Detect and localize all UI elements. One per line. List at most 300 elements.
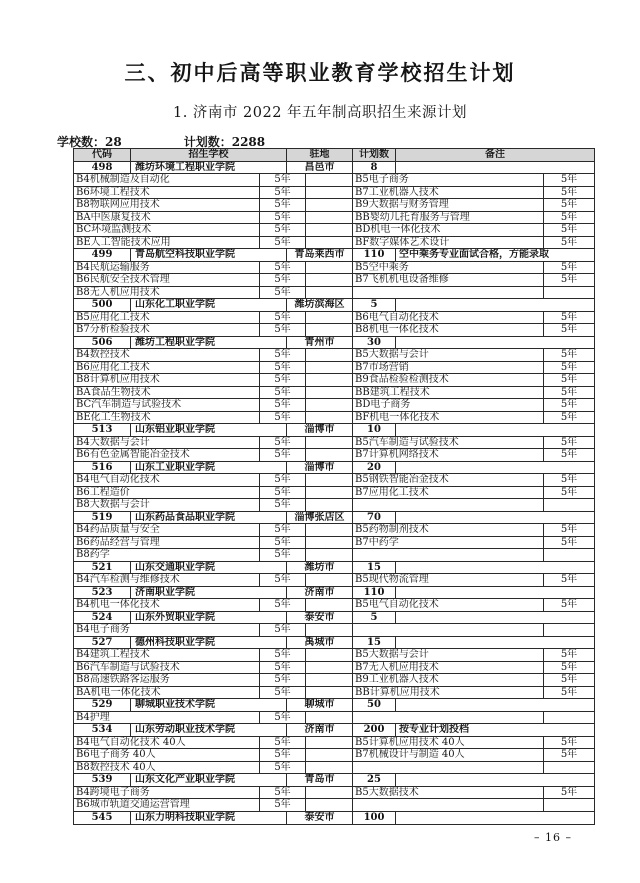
spacer-cell [306,374,353,386]
duration-left-cell: 5年 [260,537,306,549]
duration-right-cell: 5年 [560,261,578,273]
program-row [74,537,594,550]
program-row [74,674,594,687]
program-name-right-cell: B5大数据与会计 [353,349,544,361]
school-plan-count-cell: 25 [353,774,396,786]
duration-left-cell: 5年 [260,399,306,411]
plan-table [73,148,595,825]
school-code-cell: 498 [74,162,131,174]
program-name-left-cell: B4机械制造及自动化 [74,174,260,186]
school-code-cell: 523 [74,587,131,599]
school-plan-count-cell: 50 [353,699,396,711]
school-name-cell: 潍坊环境工程职业学院 [131,162,287,174]
school-plan-count-cell: 5 [353,299,396,311]
program-name-right-cell: B8机电一体化技术 [353,324,544,336]
program-name-left-cell: B6电子商务 40人 [74,749,260,761]
school-code-cell: 529 [74,699,131,711]
school-location-cell: 聊城市 [287,699,353,711]
spacer-cell [306,437,353,449]
school-row [74,424,594,437]
duration-left-cell: 5年 [260,199,306,211]
program-row [74,224,594,237]
program-row [74,174,594,187]
school-location-cell: 潍坊滨海区 [287,299,353,311]
program-name-right-cell [353,499,544,511]
program-name-left-cell: B8药学 [74,549,260,561]
spacer-cell [306,499,353,511]
duration-left-cell: 5年 [260,449,306,461]
program-row [74,787,594,800]
program-row [74,412,594,425]
program-name-right-cell: B7飞机机电设备维修 [353,274,544,286]
school-location-cell: 泰安市 [287,812,353,825]
program-row [74,687,594,700]
program-row [74,237,594,250]
duration-right-cell [544,549,594,561]
duration-right-cell: 5年 [560,361,578,373]
duration-right-cell: 5年 [560,524,578,535]
program-name-left-cell: B6应用化工技术 [74,362,260,374]
school-remark-cell [396,637,594,649]
program-row [74,662,594,675]
school-location-cell: 泰安市 [287,612,353,624]
spacer-cell [306,574,353,586]
program-name-right-cell: B7工业机器人技术 [353,187,544,199]
program-name-left-cell: B4跨境电子商务 [74,787,260,799]
duration-right-cell: 5年 [560,174,578,185]
school-location-cell: 淄博张店区 [287,512,353,524]
table-header-row [74,149,594,162]
school-location-cell: 淄博市 [287,424,353,436]
school-remark-cell: 按专业计划投档 [399,724,469,735]
duration-right-cell: 5年 [560,736,578,748]
duration-left-cell: 5年 [260,487,306,499]
duration-left-cell: 5年 [260,599,306,611]
spacer-cell [306,199,353,211]
duration-right-cell: 5年 [560,199,578,210]
program-name-left-cell: B4护理 [74,712,260,724]
program-name-right-cell: B5计算机应用技术 40人 [353,737,544,749]
program-row [74,449,594,462]
school-location-cell: 潍坊市 [287,562,353,574]
school-code-cell: 519 [74,512,131,524]
program-name-left-cell: B4民航运输服务 [74,262,260,274]
program-name-left-cell: B4汽车检测与维修技术 [74,574,260,586]
duration-left-cell: 5年 [260,662,306,674]
duration-right-cell [544,287,594,299]
duration-right-cell: 5年 [560,349,578,360]
school-row [74,249,594,262]
school-name-cell: 山东文化产业职业学院 [131,774,287,786]
header-remark: 备注 [485,149,505,160]
duration-right-cell [544,499,594,511]
program-row [74,324,594,337]
school-plan-count-cell: 8 [353,162,396,174]
school-plan-count-cell: 30 [353,337,396,349]
spacer-cell [306,324,353,336]
school-code-cell: 545 [74,812,131,825]
program-name-left-cell: B6城市轨道交通运营管理 [74,799,260,811]
program-row [74,599,594,612]
program-name-right-cell: B6电气自动化技术 [353,312,544,324]
school-location-cell: 昌邑市 [287,162,353,174]
school-location-cell: 济南市 [287,587,353,599]
program-row [74,187,594,200]
program-row [74,199,594,212]
program-name-left-cell: B4大数据与会计 [74,437,260,449]
spacer-cell [306,687,353,699]
program-name-left-cell: BC环境监测技术 [74,224,260,236]
duration-left-cell: 5年 [260,762,306,774]
duration-left-cell: 5年 [260,374,306,386]
program-name-right-cell: BB计算机应用技术 [353,687,544,699]
duration-right-cell: 5年 [560,411,578,423]
duration-right-cell [544,799,594,811]
school-row [74,462,594,475]
page-subtitle: 1. 济南市 2022 年五年制高职招生来源计划 [172,105,468,121]
school-row [74,812,594,825]
school-name-cell: 山东工业职业学院 [131,462,287,474]
duration-right-cell: 5年 [560,649,578,660]
duration-left-cell: 5年 [260,549,306,561]
spacer-cell [306,224,353,236]
program-name-left-cell: B6环境工程技术 [74,187,260,199]
program-row [74,712,594,725]
duration-left-cell: 5年 [260,687,306,699]
program-name-right-cell [353,624,544,636]
school-plan-count-cell: 15 [353,562,396,574]
program-name-right-cell: B7机械设计与制造 40人 [353,749,544,761]
school-code-cell: 527 [74,637,131,649]
program-name-right-cell: B5钢铁智能冶金技术 [353,474,544,486]
header-location: 驻地 [287,149,353,161]
spacer-cell [306,749,353,761]
spacer-cell [306,399,353,411]
spacer-cell [306,662,353,674]
duration-right-cell: 5年 [560,386,578,398]
program-name-right-cell: B9大数据与财务管理 [353,199,544,211]
duration-left-cell: 5年 [260,237,306,249]
duration-left-cell: 5年 [260,624,306,636]
program-row [74,762,594,775]
program-name-right-cell: B5大数据技术 [353,787,544,799]
duration-left-cell: 5年 [260,312,306,324]
program-name-left-cell: B8数控技术 40人 [74,762,260,774]
school-remark-cell [396,462,594,474]
duration-left-cell: 5年 [260,349,306,361]
school-code-cell: 534 [74,724,131,736]
duration-right-cell: 5年 [560,486,578,498]
program-row [74,274,594,287]
program-name-right-cell: BB婴幼儿托育服务与管理 [353,212,544,224]
program-row [74,212,594,225]
program-name-left-cell: B4数控技术 [74,349,260,361]
school-code-cell: 539 [74,774,131,786]
duration-left-cell: 5年 [260,224,306,236]
spacer-cell [306,312,353,324]
program-row [74,499,594,512]
program-name-right-cell: BF数字媒体艺术设计 [353,237,544,249]
school-name-cell: 山东力明科技职业学院 [131,812,287,825]
duration-left-cell: 5年 [260,437,306,449]
school-plan-count-cell: 110 [353,249,396,261]
program-name-left-cell: B4电气自动化技术 [74,474,260,486]
school-name-cell: 青岛航空科技职业学院 [131,249,287,261]
duration-right-cell: 5年 [560,686,578,698]
school-plan-count-cell: 100 [353,812,396,825]
program-row [74,549,594,562]
program-name-left-cell: BE化工生物技术 [74,412,260,424]
school-code-cell: 513 [74,424,131,436]
duration-right-cell: 5年 [560,436,578,448]
program-name-right-cell [353,712,544,724]
program-name-left-cell: B7分析检验技术 [74,324,260,336]
program-name-left-cell: B8高速铁路客运服务 [74,674,260,686]
school-count-label: 学校数： [57,135,106,149]
program-name-right-cell: BD电子商务 [353,399,544,411]
school-location-cell: 济南市 [287,724,353,736]
spacer-cell [306,537,353,549]
school-location-cell: 淄博市 [287,462,353,474]
duration-left-cell: 5年 [260,787,306,799]
school-code-cell: 499 [74,249,131,261]
duration-left-cell: 5年 [260,287,306,299]
school-name-cell: 山东药品食品职业学院 [131,512,287,524]
school-location-cell: 禹城市 [287,637,353,649]
duration-left-cell: 5年 [260,799,306,811]
duration-left-cell: 5年 [260,749,306,761]
duration-left-cell: 5年 [260,499,306,511]
school-plan-count-cell: 20 [353,462,396,474]
school-name-cell: 山东外贸职业学院 [131,612,287,624]
duration-left-cell: 5年 [260,574,306,586]
school-row [74,774,594,787]
duration-right-cell: 5年 [560,474,578,485]
spacer-cell [306,624,353,636]
duration-left-cell: 5年 [260,362,306,374]
program-name-right-cell: B5药物制剂技术 [353,524,544,536]
spacer-cell [306,674,353,686]
school-plan-count-cell: 110 [353,587,396,599]
program-row [74,624,594,637]
school-code-cell: 506 [74,337,131,349]
school-row [74,724,594,737]
program-name-right-cell [353,799,544,811]
school-location-cell: 青州市 [287,337,353,349]
duration-right-cell [544,624,594,636]
duration-right-cell: 5年 [560,599,578,610]
duration-right-cell: 5年 [560,374,578,385]
school-remark-cell [396,562,594,574]
spacer-cell [306,787,353,799]
school-code-cell: 524 [74,612,131,624]
duration-left-cell: 5年 [260,187,306,199]
program-name-right-cell: B5现代物流管理 [353,574,544,586]
program-name-left-cell: B6药品经营与管理 [74,537,260,549]
program-name-right-cell: B5电气自动化技术 [353,599,544,611]
school-row [74,512,594,525]
program-name-left-cell: B8大数据与会计 [74,499,260,511]
program-name-right-cell: BD机电一体化技术 [353,224,544,236]
duration-right-cell: 5年 [560,674,578,685]
program-name-right-cell: BB建筑工程技术 [353,387,544,399]
program-name-right-cell: B7无人机应用技术 [353,662,544,674]
program-row [74,312,594,325]
school-location-cell: 青岛市 [287,774,353,786]
duration-right-cell: 5年 [560,661,578,673]
program-name-right-cell: B7中药学 [353,537,544,549]
program-row [74,387,594,400]
duration-left-cell: 5年 [260,324,306,336]
school-count-value: 28 [105,135,122,149]
program-row [74,262,594,275]
page-title: 三、初中后高等职业教育学校招生计划 [124,60,516,85]
program-name-left-cell: BA机电一体化技术 [74,687,260,699]
duration-left-cell: 5年 [260,649,306,661]
program-row [74,399,594,412]
duration-left-cell: 5年 [260,712,306,724]
spacer-cell [306,349,353,361]
duration-left-cell: 5年 [260,174,306,186]
school-name-cell: 聊城职业技术学院 [131,699,287,711]
spacer-cell [306,287,353,299]
duration-left-cell: 5年 [260,262,306,274]
school-row [74,299,594,312]
program-row [74,474,594,487]
spacer-cell [306,474,353,486]
header-plan-count: 计划数 [353,149,396,161]
duration-right-cell: 5年 [560,399,578,410]
school-row [74,337,594,350]
program-name-right-cell: B7计算机网络技术 [353,449,544,461]
school-name-cell: 山东劳动职业技术学院 [131,724,287,736]
program-name-left-cell: B4电气自动化技术 40人 [74,737,260,749]
page-number: – 16 – [534,831,572,844]
duration-right-cell: 5年 [560,274,578,285]
program-name-right-cell: B5汽车制造与试验技术 [353,437,544,449]
spacer-cell [306,212,353,224]
school-plan-count-cell: 5 [353,612,396,624]
plan-count-label: 计划数： [183,135,232,149]
duration-right-cell: 5年 [560,311,578,323]
duration-right-cell: 5年 [560,749,578,760]
program-name-left-cell: B8无人机应用技术 [74,287,260,299]
duration-left-cell: 5年 [260,212,306,224]
school-remark-cell [396,299,594,311]
program-row [74,799,594,812]
school-row [74,637,594,650]
school-remark-cell [396,612,594,624]
school-remark-cell: 空中乘务专业面试合格，方能录取 [399,249,549,260]
program-row [74,737,594,750]
school-name-cell: 山东铝业职业学院 [131,424,287,436]
program-name-right-cell: B5电子商务 [353,174,544,186]
school-row [74,612,594,625]
spacer-cell [306,174,353,186]
duration-left-cell: 5年 [260,412,306,424]
school-code-cell: 516 [74,462,131,474]
duration-right-cell [544,712,594,724]
spacer-cell [306,187,353,199]
school-plan-count-cell: 10 [353,424,396,436]
program-row [74,287,594,300]
program-name-left-cell: BC汽车制造与试验技术 [74,399,260,411]
spacer-cell [306,549,353,561]
program-name-left-cell: B4药品质量与安全 [74,524,260,536]
plan-count-value: 2288 [231,135,266,149]
program-name-left-cell: B6工程造价 [74,487,260,499]
program-name-left-cell: B6有色金属智能冶金技术 [74,449,260,461]
program-name-left-cell: B6民航安全技术管理 [74,274,260,286]
duration-right-cell: 5年 [560,211,578,223]
program-name-left-cell: B8计算机应用技术 [74,374,260,386]
school-row [74,699,594,712]
duration-right-cell: 5年 [560,236,578,248]
program-name-right-cell [353,549,544,561]
spacer-cell [306,362,353,374]
duration-right-cell [544,762,594,774]
duration-left-cell: 5年 [260,674,306,686]
header-school: 招生学校 [131,149,287,161]
school-plan-count-cell: 15 [353,637,396,649]
spacer-cell [306,262,353,274]
program-name-right-cell: B5大数据与会计 [353,649,544,661]
school-row [74,587,594,600]
program-row [74,524,594,537]
program-row [74,437,594,450]
duration-right-cell: 5年 [560,536,578,548]
school-remark-cell [396,424,594,436]
spacer-cell [306,712,353,724]
program-name-right-cell [353,762,544,774]
program-name-left-cell: BE人工智能技术应用 [74,237,260,249]
school-code-cell: 500 [74,299,131,311]
duration-right-cell: 5年 [560,224,578,235]
program-name-right-cell: B7应用化工技术 [353,487,544,499]
program-row [74,574,594,587]
program-row [74,349,594,362]
spacer-cell [306,487,353,499]
header-code: 代码 [74,149,131,161]
program-name-left-cell: B4电子商务 [74,624,260,636]
school-name-cell: 山东交通职业学院 [131,562,287,574]
program-name-right-cell [353,287,544,299]
duration-right-cell: 5年 [560,324,578,335]
program-name-right-cell: B7市场营销 [353,362,544,374]
school-row [74,162,594,175]
spacer-cell [306,599,353,611]
school-remark-cell [396,512,594,524]
school-remark-cell [396,774,594,786]
duration-left-cell: 5年 [260,737,306,749]
spacer-cell [306,274,353,286]
school-row [74,562,594,575]
spacer-cell [306,762,353,774]
spacer-cell [306,799,353,811]
program-row [74,749,594,762]
program-name-right-cell: B9工业机器人技术 [353,674,544,686]
school-name-cell: 济南职业学院 [131,587,287,599]
duration-right-cell: 5年 [560,186,578,198]
spacer-cell [306,524,353,536]
program-name-left-cell: B4建筑工程技术 [74,649,260,661]
spacer-cell [306,387,353,399]
school-plan-count-cell: 200 [353,724,396,736]
school-remark-cell [396,699,594,711]
duration-left-cell: 5年 [260,387,306,399]
program-name-left-cell: B6汽车制造与试验技术 [74,662,260,674]
program-row [74,362,594,375]
